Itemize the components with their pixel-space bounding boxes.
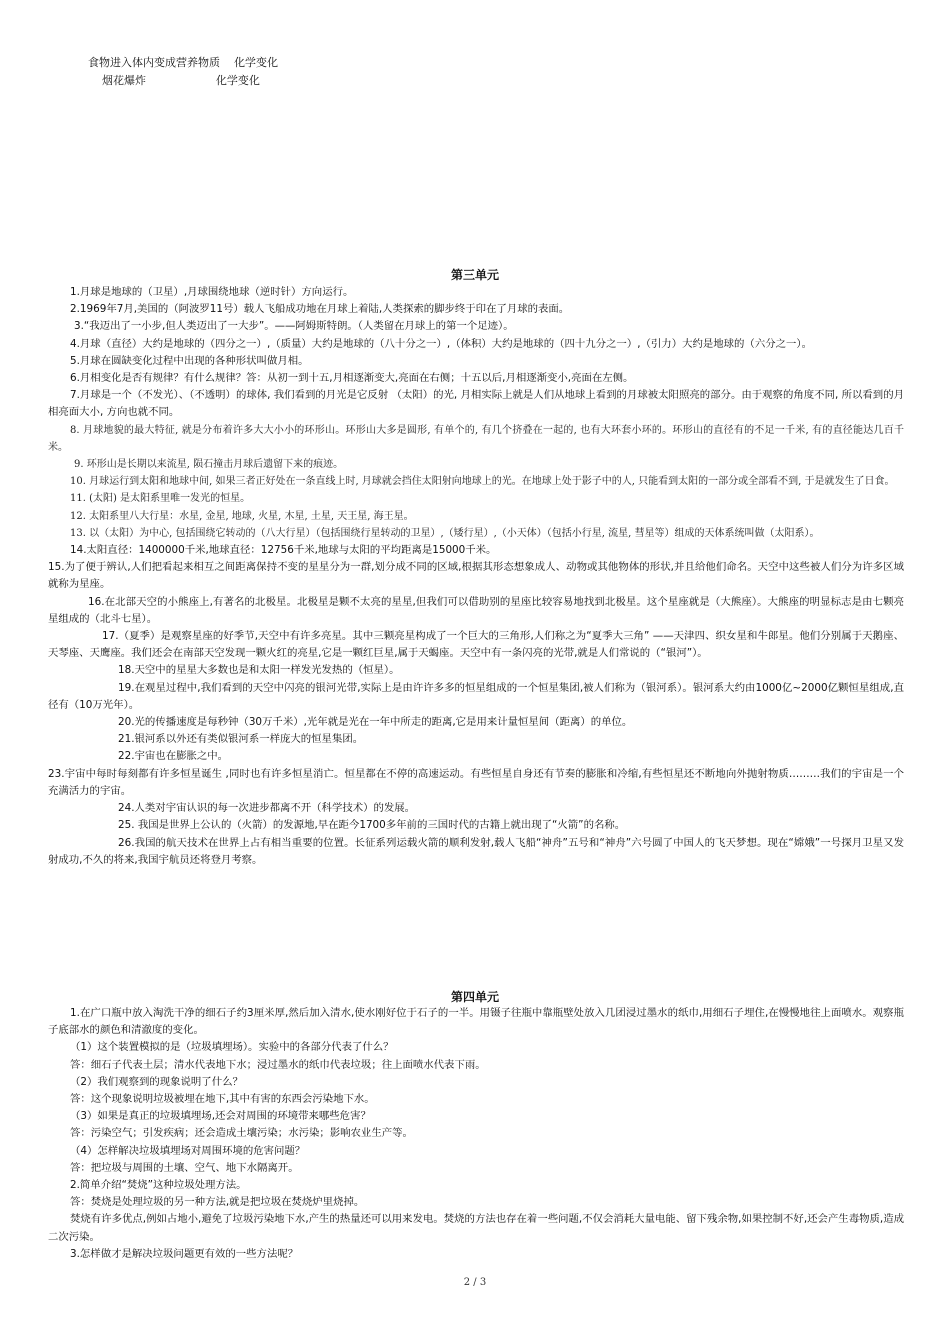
unit4-title: 第四单元 bbox=[450, 990, 499, 1004]
paragraph: 答：污染空气；引发疾病；还会造成土壤污染；水污染；影响农业生产等。 bbox=[70, 1127, 413, 1140]
note-line: 烟花爆炸 化学变化 bbox=[102, 74, 260, 87]
paragraph: 答：把垃圾与周围的土壤、空气、地下水隔离开。 bbox=[70, 1161, 299, 1174]
paragraph: 17.（夏季）是观察星座的好季节,天空中有许多亮星。其中三颗亮星构成了一个巨大的三角形,人们称之为“夏季大三角” ——天津四、织女星和牛郎星。他们分别属于天鹅座、天琴座、天鹰座。我们还会在南部天空发现一颗火红的亮星,它是一颗红巨星,属于天蝎座。天空中有一条闪亮的光带,就是人们常说的（“银河”）。 bbox=[48, 630, 904, 660]
paragraph: 7.月球是一个（不发光）、（不透明）的球体, 我们看到的月光是它反射 （太阳）的光, 月相实际上就是人们从地球上看到的月球被太阳照亮的部分。由于观察的角度不同, 所以看到的月相亮面大小, 方向也就不同。 bbox=[48, 389, 904, 419]
paragraph: 24.人类对宇宙认识的每一次进步都离不开（科学技术）的发展。 bbox=[118, 802, 416, 815]
paragraph: 14.太阳直径：1400000千米,地球直径：12756千米,地球与太阳的平均距离是15000千米。 bbox=[70, 544, 497, 557]
paragraph: 1.月球是地球的（卫星）,月球围绕地球（逆时针）方向运行。 bbox=[70, 286, 354, 298]
paragraph: 2.1969年7月,美国的（阿波罗11号）载人飞船成功地在月球上着陆,人类探索的脚步终于印在了月球的表面。 bbox=[70, 303, 570, 316]
paragraph: 26.我国的航天技术在世界上占有相当重要的位置。长征系列运载火箭的顺利发射,载人飞船“神舟”五号和“神舟”六号圆了中国人的飞天梦想。现在“嫦娥”一号探月卫星又发射成功,不久的将来,我国宇航员还将登月考察。 bbox=[48, 836, 904, 866]
paragraph: 10. 月球运行到太阳和地球中间, 如果三者正好处在一条直线上时, 月球就会挡住太阳射向地球上的光。在地球上处于影子中的人, 只能看到太阳的一部分或全部看不到, 于是就发生了日食。 bbox=[70, 476, 895, 488]
paragraph: 11. (太阳) 是太阳系里唯一发光的恒星。 bbox=[70, 493, 251, 505]
paragraph: 3.“我迈出了一小步,但人类迈出了一大步”。——阿姆斯特朗。（人类留在月球上的第一个足迹）。 bbox=[74, 320, 514, 333]
paragraph: 12. 太阳系里八大行星：水星, 金星, 地球, 火星, 木星, 土星, 天王星, 海王星。 bbox=[70, 510, 414, 522]
paragraph: 22.宇宙也在膨胀之中。 bbox=[118, 750, 229, 763]
paragraph: 5.月球在圆缺变化过程中出现的各种形状叫做月相。 bbox=[70, 354, 309, 367]
paragraph: 6.月相变化是否有规律？有什么规律？答：从初一到十五,月相逐渐变大,亮面在右侧；十五以后,月相逐渐变小,亮面在左侧。 bbox=[70, 372, 634, 385]
paragraph: 21.银河系以外还有类似银河系一样庞大的恒星集团。 bbox=[118, 733, 364, 746]
paragraph: 19.在观星过程中,我们看到的天空中闪亮的银河光带,实际上是由许许多多的恒星组成的一个恒星集团,被人们称为（银河系）。银河系大约由1000亿~2000亿颗恒星组成,直径有（10万光年）。 bbox=[48, 681, 904, 711]
unit3-title: 第三单元 bbox=[450, 268, 499, 282]
paragraph: 23.宇宙中每时每刻都有许多恒星诞生 ,同时也有许多恒星消亡。恒星都在不停的高速运动。有些恒星自身还有节奏的膨胀和冷缩,有些恒星还不断地向外抛射物质………我们的宇宙是一个充满活力的宇宙。 bbox=[48, 767, 904, 797]
paragraph: 15.为了便于辨认,人们把看起来相互之间距离保持不变的星星分为一群,划分成不同的区域,根据其形态想象成人、动物或其他物体的形状,并且给他们命名。天空中这些被人们分为许多区域就称为星座。 bbox=[48, 561, 904, 591]
paragraph: （4）怎样解决垃圾填埋场对周围环境的危害问题？ bbox=[70, 1144, 306, 1157]
unit4-content bbox=[48, 1005, 904, 1263]
paragraph: 25. 我国是世界上公认的（火箭）的发源地,早在距今1700多年前的三国时代的古籍上就出现了“火箭”的名称。 bbox=[118, 819, 626, 832]
page-number: 2 / 3 bbox=[463, 1277, 487, 1288]
paragraph: 8. 月球地貌的最大特征, 就是分布着许多大大小小的环形山。环形山大多是圆形, 有单个的, 有几个挤叠在一起的, 也有大环套小环的。环形山的直径有的不足一千米, 有的直径能达几百千米。 bbox=[48, 424, 904, 453]
paragraph: （3）如果是真正的垃圾填埋场,还会对周围的环境带来哪些危害？ bbox=[70, 1110, 371, 1123]
paragraph: 1.在广口瓶中放入淘洗干净的细石子约3厘米厚,然后加入清水,使水刚好位于石子的一半。用镊子往瓶中靠瓶壁处放入几团浸过墨水的纸巾,用细石子埋住,在慢慢地往上面喷水。观察瓶子底部水的颜色和清澈度的变化。 bbox=[48, 1007, 904, 1037]
paragraph: 答：细石子代表土层；清水代表地下水；浸过墨水的纸巾代表垃圾；往上面喷水代表下雨。 bbox=[70, 1058, 486, 1071]
paragraph: 2.简单介绍“焚烧”这种垃圾处理方法。 bbox=[70, 1179, 247, 1192]
paragraph: 20.光的传播速度是每秒钟（30万千米）,光年就是光在一年中所走的距离,它是用来计量恒星间（距离）的单位。 bbox=[118, 716, 633, 729]
paragraph: （2）我们观察到的现象说明了什么？ bbox=[70, 1075, 243, 1088]
paragraph: 9. 环形山是长期以来流星, 陨石撞击月球后遗留下来的痕迹。 bbox=[74, 459, 344, 471]
paragraph: 3.怎样做才是解决垃圾问题更有效的一些方法呢？ bbox=[70, 1247, 299, 1260]
paragraph: （1）这个装置模拟的是（垃圾填埋场）。实验中的各部分代表了什么？ bbox=[70, 1041, 394, 1054]
paragraph: 答：这个现象说明垃圾被埋在地下,其中有害的东西会污染地下水。 bbox=[70, 1093, 375, 1106]
note-line: 食物进入体内变成营养物质 化学变化 bbox=[88, 56, 278, 69]
paragraph: 4.月球（直径）大约是地球的（四分之一）,（质量）大约是地球的（八十分之一）,（体积）大约是地球的（四十九分之一）,（引力）大约是地球的（六分之一）。 bbox=[70, 337, 812, 350]
paragraph: 焚烧有许多优点,例如占地小,避免了垃圾污染地下水,产生的热量还可以用来发电。焚烧的方法也存在着一些问题,不仅会消耗大量电能、留下残余物,如果控制不好,还会产生毒物质,造成二次污染。 bbox=[48, 1213, 904, 1243]
top-notes bbox=[88, 54, 278, 90]
paragraph: 13. 以（太阳）为中心, 包括围绕它转动的（八大行星）（包括围绕行星转动的卫星）,（矮行星）,（小天体）（包括小行星, 流星, 彗星等）组成的天体系统叫做（太阳系）。 bbox=[70, 527, 820, 539]
paragraph: 16.在北部天空的小熊座上,有著名的北极星。北极星是颗不太亮的星星,但我们可以借助别的星座比较容易地找到北极星。这个星座就是（大熊座）。大熊座的明显标志是由七颗亮星组成的（北斗七星）。 bbox=[48, 595, 904, 625]
unit3-content bbox=[48, 284, 904, 869]
paragraph: 18.天空中的星星大多数也是和太阳一样发光发热的（恒星）。 bbox=[118, 664, 400, 677]
paragraph: 答：焚烧是处理垃圾的另一种方法,就是把垃圾在焚烧炉里烧掉。 bbox=[70, 1196, 365, 1209]
